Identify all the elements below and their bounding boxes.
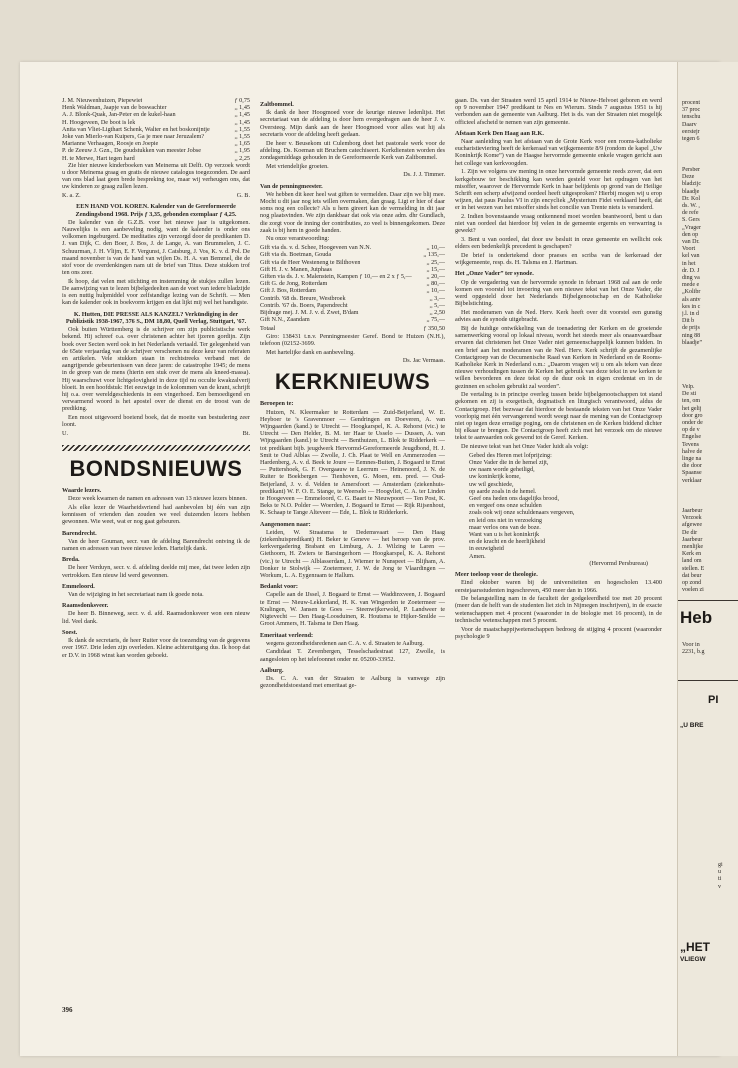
section-heading: Waarde lezers. [62, 487, 102, 495]
list-item [62, 147, 250, 154]
item-price: ,, 20,— [426, 272, 445, 280]
total-row [260, 325, 445, 332]
text-line: in eeuwigheid [469, 545, 504, 553]
text-line: afgewee [682, 522, 702, 529]
text-line: uw koninkrijk kome, [469, 473, 521, 481]
item-title: Gift H. J. v. Manen, Jutphaas [260, 265, 332, 273]
list-item [62, 126, 250, 133]
text-line: kel van [682, 253, 700, 260]
item-title: Giften via ds. J. v. Malenstein, Kampen ƒ 10,— en 2 x ƒ 5,— [260, 272, 412, 280]
kalender-paragraph-2: Ik hoop, dat velen met stichting en instemming de stukjes zullen lezen. De aanwijzing van te lezen bijbelgedeelten aan de voet van iedere bladzijde is een nuttig hulpmiddel voor zelfstandige lezing van de Schrift. — Men kan de kalender ook in boekvorm krijgen en dat lijkt mij wel het handigste. [62, 277, 250, 307]
text-line: tenschu [682, 114, 701, 121]
item-title: P. de Zeeuw J. Gzn., De goudstukken van meester Jobse [62, 147, 202, 155]
text-line: Jaarbeur [682, 536, 703, 543]
item-title: H. te Merwe, Hart tegen hard [62, 154, 135, 162]
list-item [260, 295, 445, 302]
text-line: linge na [682, 456, 702, 463]
text-line: halve de [682, 448, 703, 455]
section-heading: Emeritaat verleend: [260, 631, 314, 639]
paragraph: Huizen, N. Kleermaker te Rotterdam — Zuid-Beijerland, W. E. Heyboer te 's Gravenmoer — Gendringen en Doeveren, A. van Wijngaarden (kand.) te Utrecht — Hoogkarspel, K. A. Rehorst (vic.) te Utrecht — Den Helder, B. M. ter Haar te Usselo — Dussen, A. van Wijngaarden (kand.) te Utrecht — Benthuizen, L. Blok te Ridderkerk — tot predikant bijb. jeugdwerk Hervormd-Gereformeerde Jeugdbond, H. J. Smit te Oud Alblas — Zwolle, J. Ch. Plaat te Well en Ammerzoden — Hardenberg, A. v. d. Beek te Joure — Eemnes-Buiten, J. Bogaard te Ernst — Puttershoek, G. F. Overgaauw te Leerrum — Heinenoord, J. N. de Ruiter te Boekbergen — Tienhoven, G. Moen, em. pred. — Oud-Beijerland, J. v. d. Velden te Amersfoort — Amsterdam (ziekenhuis-predikant) W. F. O. E. Stange, te Weerselo — Hoogvliet, C. A. ter Linden te Hoogeveen — Emmeloord, C. G. Baart te Nieuwpoort — Ten Post, K. Beks te N.O. Polder — Woerden, J. Bogaard te Ernst — Rijk Rijsenhout, K. Schaap te Tange Alteveer — Ede, L. Blok te Ridderkerk. [260, 408, 445, 517]
text-line: 37 proc [682, 107, 701, 114]
text-line: voelen zi [682, 587, 704, 594]
total-label: Totaal [260, 325, 276, 333]
text-line: ning 88 [682, 332, 701, 339]
list-item [62, 155, 250, 162]
paragraph: wegens gezondheidsredenen aan C. A. v. d. Straaten te Aalburg. [266, 639, 424, 647]
text-line: Gebed des Heren met lofprijzing: [469, 451, 552, 459]
section-heading: Bedankt voor: [260, 583, 298, 591]
item-title: Marianne Verhaagen, Roosje en Joepie [62, 140, 159, 148]
item-title: A. J. Blonk-Quak, Jan-Peter en de kukel-haan [62, 111, 176, 119]
text-line: in het [682, 260, 696, 267]
paragraph: Ik dank de heer Hoogmoed voor de keurige nieuwe ledenlijst. Het secretariaat van de afdeling is door hem overgedragen aan de heer J. v. Oversteeg. Mijn dank aan de heer Hoogmoed voor alles wat hij als secretaris voor de afdeling heeft gedaan. [260, 109, 445, 138]
total-value: ƒ 350,50 [423, 325, 445, 333]
item-title: H. Hoogeveen, De boot is lek [62, 118, 136, 126]
text-line: de prijs [682, 325, 700, 332]
section-heading: Meer toeloop voor de theologie. [455, 571, 538, 579]
paragraph: Het moderamen van de Ned. Herv. Kerk heeft over dit voorstel een gunstig advies aan de synode uitgebracht. [455, 308, 662, 324]
paragraph: Leiden, W. Straatsma te Dedemsvaart — Den Haag (ziekenhuispredikant) H. Beker te Geneve — het beroep van de prov. kerkvergadering Brabant en Limburg, A. J. Wilzing te Laren — Giethoorn, H. Zwiers te Barsingerhorn — Hoogkarspel, K. A. Rehorst (vic.) te Utrecht — Alblasserdam, J. Wiemer te Nunspeet — Blijham, A. Donker te Stolwijk — Zoetermeer, J. W. de Jong te Vlaardingen — Workum, L. A. Eygenraam te Hallum. [260, 528, 445, 580]
text-line: van Dr. [682, 239, 700, 246]
kerknieuws-title: KERKNIEUWS [274, 369, 431, 395]
strip-heading-heb: Heb [680, 608, 713, 627]
text-line: dr. D. J [682, 267, 700, 274]
paragraph: De brief is ondertekend door praeses en scriba van de kerkeraad der wijkgemeente, resp. ds. H. Talsma en J. Hartman. [455, 252, 662, 267]
list-item [260, 266, 445, 273]
text-line: Kerk en [682, 551, 702, 558]
text-line: stellen. E [682, 565, 705, 572]
signature-left: U. [62, 429, 69, 437]
section-heading: Zaltbommel. [260, 101, 294, 108]
text-line: Dit b [682, 318, 695, 325]
text-line: Geef ons heden ons dagelijks brood, [469, 495, 560, 503]
paragraph: Ds. C. A. van der Straaten te Aalburg is vanwege zijn gezondheidstoestand met emeritaat ge- [260, 675, 445, 690]
item-price: ,, 3,— [429, 294, 445, 302]
section-heading: Emmeloord. [62, 582, 95, 590]
item-price: ƒ 0,75 [234, 97, 250, 104]
item-price: ,, 5,— [429, 301, 445, 309]
text-line: Dr. Kol [682, 195, 700, 202]
strip-heading-pi: PI [708, 694, 719, 706]
item-price: ,, 15,— [426, 265, 445, 273]
text-line: blaadje” [682, 339, 702, 346]
list-item [62, 140, 250, 147]
item-title: Joke van Mierlo-van Kuipers, Ga je mee naar Jeruzalem? [62, 133, 205, 141]
section-heading: Soest. [62, 628, 78, 636]
column-2 [260, 97, 445, 691]
item-title: Henk Waldman, Jaapje van de boswachter [62, 104, 167, 112]
text-line: De sti [682, 391, 697, 398]
text-line: Onze Vader die in de hemel zijt, [469, 459, 549, 467]
paragraph: Eind oktober waren bij de universiteiten en hogescholen 13.400 eerstejaarsstudenten ingeschreven, 450 meer dan in 1966. [455, 579, 662, 594]
item-price: ,, 1,45 [234, 111, 250, 119]
item-title: Bijdrage mej. J. M. J. v. d. Zwet, B'dam [260, 308, 359, 316]
paragraph: 3. Bent u van oordeel, dat door uw besluit in onze gemeente en wellicht ook elders een bedenkelijk precedent is geschapen? [455, 236, 662, 251]
paragraph: De heer Verduyn, secr. v. d. afdeling deelde mij mee, dat twee leden zijn vertrokken. Een nieuw lid werd gewonnen. [62, 564, 250, 579]
text-line: het gelij [682, 405, 702, 412]
column-1 [62, 97, 250, 660]
item-price: ,, 135,— [423, 251, 445, 259]
text-line: Velp. [682, 384, 695, 390]
strip-heading-ubre: „U BRE [680, 722, 704, 729]
gift-list [260, 244, 445, 323]
column-3 [455, 97, 662, 641]
paragraph: De nieuwe tekst van het Onze Vader luidt als volgt: [461, 443, 589, 451]
item-price: ,, 2,50 [429, 308, 445, 316]
section-heading: Aangenomen naar: [260, 520, 311, 528]
text-line: u [718, 869, 721, 876]
item-price: ,, 1,65 [234, 140, 250, 148]
item-title: J. M. Nieuwenhuizen, Piepewiet [62, 97, 143, 104]
text-line: blaadje [682, 188, 700, 195]
text-line: S. Gers [682, 217, 700, 224]
item-price: ,, 10,— [426, 287, 445, 295]
list-item [62, 104, 250, 111]
paragraph: Als elke lezer de Waarheidsvriend had aanbevolen bij één van zijn kennissen of vrienden dan zouden we veel duizenden lezers hebben gewonnen. Wie weet, wat er nog gaat gebeuren. [62, 504, 250, 526]
strip-heading-het: „HET [680, 940, 710, 954]
text-line: Jaarbeur [682, 508, 703, 514]
signature: Ds. Jac Vermaas. [402, 357, 445, 365]
intro-paragraph: Zie hier nieuwe kinderboeken van Meinema uit Delft. Op verzoek wordt u door Meinema graag en gratis de nieuwe catalogus toegezonden. De aard van ons blad laat geen brede bespreking toe, maar wij verheugen ons, dat uw kinderen ze graag zullen lezen. [62, 161, 250, 191]
paragraph: Van de wijziging in het secretariaat nam ik goede nota. [68, 591, 204, 599]
paragraph: De vertaling is in principe overleg tussen beide bijbelgenootschappen tot stand gekomen en zij is exegetisch, dogmatisch en liturgisch verantwoord, aldus de Contactgroep. Het bezwaar dat hierdoor de bestaande teksten van het Onze Vader voorlopig met één vervangerend wordt weegt naar de mening van de Contactgroep niet op tegen deze ernstige poging, om de christenen en de Kerken biddend dichter bij elkaar te brengen. De Contactgroep heeft zich met het verzoek om de nieuwe tekst te aanvaarden ook gewend tot de Geref. Kerken. [455, 391, 662, 442]
paragraph: Van de heer Gouman, secr. van de afdeling Barendrecht ontving ik de namen en adressen van twee nieuwe leden. Hartelijk dank. [62, 537, 250, 553]
text-line: maar verlos ons van de boze. [469, 523, 541, 531]
strip-text-voor [682, 642, 738, 656]
item-price: ,, 10,— [426, 244, 445, 252]
paragraph: We hebben dit keer heel wat giften te vermelden. Daar zijn we blij mee. Mocht u dit jaar nog iets willen overmaken, dan graag. Ligt er hier of daar soms nog een collecte? Als u hem gireert kan de vermelding in dit jaar nog plaatsvinden. We zijn dankbaar dat ook via onze adm. dhr Gundlach, die zorgt voor de inning der contributies, zo veel is binnengekomen. Deze zaak is bij hem in goede handen. [260, 190, 445, 234]
signature-right: Bt. [242, 429, 250, 437]
item-title: Anita van Vliet-Ligthart Schenk, Walter en het boskonijntje [62, 125, 210, 133]
item-price: ,, 75,— [426, 316, 445, 324]
text-line: ti [718, 876, 722, 883]
text-line: den op [682, 231, 699, 238]
section-heading: Het „Onze Vader” ter synode. [455, 270, 534, 278]
strip-heading-vliegw: VLIEGW [680, 956, 706, 963]
text-line: uw wil geschiede, [469, 480, 514, 488]
list-item [260, 280, 445, 287]
item-price: ,, 80,— [426, 280, 445, 288]
item-price: ,, 1,45 [234, 118, 250, 126]
text-line: ds. W. , [682, 203, 700, 210]
paragraph: De heer v. Beusekom uit Culemborg doet het pastorale werk voor de afdeling. Ds. Koeman uit Bruchem catechiseert. Kerkdiensten worden des zondagsmiddags gehouden in de Gereformeerde Kerk van Zaltbommel. [260, 139, 445, 161]
paragraph: De heer B. Binneweg, secr. v. d. afd. Raamsdonksveer won een nieuw lid. Veel dank. [62, 610, 250, 625]
paragraph: Deze week kwamen de namen en adressen van 13 nieuwe lezers binnen. [68, 495, 248, 503]
list-item [62, 97, 250, 104]
strip-text-jaarbeurs [682, 508, 738, 594]
book-list [62, 97, 250, 162]
paragraph: Bij de huidige ontwikkeling van de toenadering der Kerken en de groeiende samenwerking vooral op lokaal niveau, wordt het steeds meer als onaanvaardbaar ervaren dat christenen het Onze Vader niet gemeenschappelijk kunnen bidden. In een brief aan het moderamen van de Ned. Herv. Kerk schrijft de gezamenlijke Contactgroep van de Oecumenische Raad van Kerken in Nederland en de Rooms-Katholieke Kerk in Nederland o.m.: „Daarom vragen wij u om als teken van deze nieuwe verhoudingen tussen de Kerken het gebruik van deze tekst in uw kerken te willen bevorderen en deze tekst op de duur ook in eigen credentat en in de gezinnen en scholen gebruikt zal worden”. [455, 324, 662, 390]
text-line: Deze [682, 174, 695, 181]
signature-right: G. B. [236, 192, 250, 200]
text-line: tegen 6 [682, 136, 700, 143]
text-line: mede e [682, 282, 700, 289]
text-line: kes in c [682, 303, 701, 310]
text-line: als antv [682, 296, 701, 303]
list-item [260, 251, 445, 258]
text-line: Spaanse [682, 470, 702, 477]
text-line: Amen. [469, 552, 486, 560]
text-line: Voort [682, 246, 696, 253]
kalender-heading: EEN HAND VOL KOREN. Kalender van de Gereformeerde Zendingsbond 1968. Prijs ƒ 3,35, gebonden exemplaar ƒ 4,25. [75, 203, 237, 218]
list-item [260, 287, 445, 294]
item-title: Gift G. de Jong, Rotterdam [260, 280, 328, 288]
strip-text-small [718, 862, 738, 891]
paragraph: De belangstelling nam in de faculteit der godgeleerdheid toe met 20 procent (meer dan de helft van de studenten liet zich in Nijmegen inschrijven), in de exacte wetenschappen met 4 procent (waaronder in de biologie met 16 procent), in de technische wetenschappen met 5 procent. [455, 595, 662, 624]
text-line: Daarv [682, 121, 697, 128]
section-heading: Barendrecht. [62, 529, 97, 537]
hutten-heading: K. Hutten, DIE PRESSE ALS KANZEL? Verkündiging in der Publizistik 1938-1967, 376 S., DM 18,80, Quell Verlag, Stuttgart, '67. [65, 310, 247, 325]
strip-text-persbericht [682, 167, 738, 347]
section-heading: Afstaan Kerk Den Haag aan R.K. [455, 129, 544, 137]
text-line: land om [682, 558, 702, 565]
bondsnieuws-title: BONDSNIEUWS [69, 456, 243, 482]
text-line: op aarde zoals in de hemel. [469, 487, 537, 495]
item-price: ,, 1,95 [234, 147, 250, 155]
text-line: ten, om [682, 398, 700, 405]
section-heading: Raamsdonksveer. [62, 602, 109, 610]
signature [62, 192, 250, 199]
strip-text-top [682, 100, 738, 143]
item-price: ,, 1,55 [234, 125, 250, 133]
text-line: uw naam worde geheiligd, [469, 466, 535, 474]
signature [62, 430, 250, 437]
text-line: bladzijc [682, 181, 701, 188]
page-number: 396 [62, 1006, 73, 1014]
wave-divider [62, 445, 250, 451]
item-title: Gift via ds. v. d. Schee, Hoogeveen van N.N. [260, 244, 372, 252]
text-line: De dir [682, 529, 698, 536]
list-item [260, 273, 445, 280]
paragraph: gaan. Ds. van der Straaten werd 15 april 1914 te Nieuw-Helvoet geboren en werd op 9 november 1947 predikant te Nes en Wierum. Sinds 7 augustus 1951 is hij verbonden aan de gemeente van Aalburg. Het is ds. van der Straaten niet mogelijk officieel afscheid te nemen van zijn gemeente. [455, 97, 662, 126]
item-price: ,, 1,45 [234, 104, 250, 112]
strip-text-velp [682, 384, 738, 485]
text-line: menlijke [682, 544, 703, 551]
paragraph: Voor de maatschappijwetenschappen bedroeg de stijging 4 procent (waaronder psychologie 9 [455, 625, 662, 640]
text-line: Voor in [682, 642, 700, 648]
text-line: procent [682, 100, 700, 106]
item-price: ,, 1,55 [234, 133, 250, 141]
item-title: Gift via de Heer Westeneng te Bilthoven [260, 258, 361, 266]
text-line: Tevens [682, 441, 699, 448]
text-line: Engelse [682, 434, 701, 441]
strip-rule [678, 680, 738, 681]
text-line: die door [682, 463, 702, 470]
thanks-line: Met hartelijke dank en aanbeveling. [266, 348, 355, 356]
text-line: de refe [682, 210, 699, 217]
kalender-paragraph-1: De kalender van de G.Z.B. voor het nieuwe jaar is uitgekomen. Nauwelijks is een aanbeveling nodig, want de kalender is onder ons volkomen ingeburgerd. De meditaties zijn verzorgd door de predikanten D. J. van Dijk, C. den Boer, J. Bos, J. de Lange, A. van Brummelen, J. C. Schuurman, J. H. Vlijm, E. F. Vergunst, J. Catsburg, J. Vos, K. v. d. Pol. De maand november is van de hand van wijlen Ds. H. A. van Bemmel, die de stof voor de overdenkingen nam uit de brief van Titus. Deze stukken trof ten ons zeer. [62, 218, 250, 277]
text-line: gi [718, 862, 723, 868]
section-heading: Beroepen te: [260, 400, 294, 408]
hutten-paragraph-1: Ook buiten Württemberg is de schrijver om zijn publicistische werk bekend. Hij schreef o.a. over christenen achter het ijzeren gordijn. Zijn boek over Secten werd ook in het Nederlands vertaald. Ter gelegenheid van de 65ste verjaardag van de schrijver verschenen nu deze keur van referaten en artikelen. Vele stukken staan in rechtstreeks verband met de aangrijpende gebeurtenissen van deze jaren: de catastrophe 1945; de mens in de greep van de mens (hierin een stuk over de mens als kneed-massa). Hij waarschuwt voor lichtgelovigheid in deze tijd nu occulte kwakzalverij bloeit. In een hoofdstuk: Het eeuwige in de kolommen van de krant, schrijft hij o.a. over wereldgeschiedenis in een vingerhoed. Een bemoedigend en verwarmend woord is het apostel over de dienst en de troost van de prediking. [62, 326, 250, 413]
paragraph: Ik dank de secretaris, de heer Ruiter voor de toezending van de gegevens over 1967. Drie leden zijn overleden. Kleine achteruitgang dus. Ik hoop dat er D.V. in 1968 winst kan worden geboekt. [62, 637, 250, 659]
section-heading: Breda. [62, 556, 80, 564]
signature-left: K. a. Z. [62, 192, 81, 200]
text-line: en vergeef ons onze schulden [469, 502, 542, 510]
text-line: „Vrager [682, 224, 701, 231]
item-price: ,, 2,25 [234, 154, 250, 162]
paragraph: Candidaat T. Zevenbergen, Tesselschadestraat 127, Zwolle, is aangesloten op het telefoonnet onder nr. 05200-33952. [260, 648, 445, 663]
list-item [62, 111, 250, 118]
list-item [260, 259, 445, 266]
list-item [260, 302, 445, 309]
text-line: op zond [682, 580, 702, 587]
greeting: Met vriendelijke groeten. [266, 162, 329, 170]
text-line: Persber [682, 167, 700, 173]
signature: Ds. J. J. Timmer. [403, 171, 445, 179]
item-title: Contrib. '67 ds. Boers, Papendrecht [260, 301, 348, 309]
paragraph: Capelle aan de IJssel, J. Bogaard te Ernst — Waddinxveen, J. Bogaard te Ernst — Nieuw-Lekkerland, H. K. van Wingerden te Zoetermeer — Kralingen, W. Jansen te Goes — Steenwijkerwold, P. Landweer te Nigtevecht — Den Haag-Loosduinen, R. Houtsma te Hijker-Smilde — Groot Ammers, H. Talsma te Den Haag. [260, 591, 445, 628]
list-item [260, 244, 445, 251]
text-line: verklaar [682, 477, 702, 484]
text-line: dat beur [682, 572, 702, 579]
text-line: onder de [682, 420, 703, 427]
paragraph: Op de vergadering van de hervormde synode in februari 1968 zal aan de orde komen een voorstel tot invoering van een nieuwe tekst van het Onze Vader, die werd opgesteld door het Nederlands Bijbelgenootschap en de Katholieke Bijbelstichting. [455, 278, 662, 308]
text-line: 2231, b.g [682, 649, 705, 656]
text-line: door gro [682, 412, 703, 419]
section-heading: Aalburg. [260, 666, 284, 674]
text-line: eerstejr [682, 128, 700, 135]
item-price: ,, 25,— [426, 258, 445, 266]
strip-rule [678, 600, 738, 601]
list-item [260, 309, 445, 316]
section-heading: Van de penningmeester. [260, 182, 323, 190]
text-line: Want van u is het koninkrijk [469, 531, 540, 539]
source-credit: (Hervormd Persbureau) [589, 559, 648, 567]
hutten-paragraph-2: Een mooi uitgevoerd boeiend boek, dat de moeite van bestudering zeer loont. [62, 414, 250, 429]
next-page-strip [677, 62, 738, 1056]
text-line: „Kolibr [682, 289, 701, 296]
list-item [260, 316, 445, 323]
list-item [62, 133, 250, 140]
prayer-text [455, 452, 662, 560]
text-line: en leid ons niet in verzoeking [469, 516, 543, 524]
giro-line: Giro: 138431 t.n.v. Penningmeester Geref. Bond te Huizen (N.H.), telefoon (02152-3699. [260, 332, 445, 347]
text-line: v [718, 883, 721, 890]
paragraph: 1. Zijn we volgens uw mening in onze hervormde gemeente reeds zover, dat een kerkgebouw ter beschikking kan worden gesteld voor het opdragen van het misoffer, waarover de Hervormde Kerk in haar belijdenis op grond van de Heilige Schrift een scherp afwijzend oordeel heeft uitgesproken? Hierbij mogen wij u erop wijzen, dat paus Paulus VI in zijn encycliek „Mysterium Fidei verklaard heeft, dat er in het wezen van het misoffer sinds het concilie van Trente niets is veranderd. [455, 168, 662, 212]
item-title: Gift via ds. Boetman, Gouda [260, 251, 332, 259]
paragraph: Nu onze verantwoording: [266, 235, 330, 243]
item-title: Gift J. Bos, Rotterdam [260, 287, 316, 295]
text-line: ding va [682, 275, 700, 282]
text-line: en de kracht en de heerlijkheid [469, 538, 546, 546]
text-line: op de v [682, 427, 700, 434]
text-line: j.l. in d [682, 311, 700, 318]
item-title: Contrib. '68 ds. Breure, Westbroek [260, 294, 346, 302]
paragraph: Naar aanleiding van het afstaan van de Grote Kerk voor een rooms-katholieke eucharistieviering heeft de kerkeraad van wijkgemeente 8/9 (rondom de kapel „Uw Koninkrijk Kome”) van de Haagse hervormde gemeente enkele vragen gericht aan het college van kerkvoogden. [455, 138, 662, 167]
text-line: zoals ook wij onze schuldenaars vergeven, [469, 509, 575, 517]
text-line: Verzoek [682, 515, 702, 522]
item-title: Gift N.N., Zaandam [260, 316, 310, 324]
paragraph: 2. Indien bovenstaande vraag ontkennend moet worden beantwoord, bent u dan niet van oordeel dat hierdoor bij velen in de gemeente ergernis en verwarring is gewekt? [455, 213, 662, 235]
list-item [62, 119, 250, 126]
